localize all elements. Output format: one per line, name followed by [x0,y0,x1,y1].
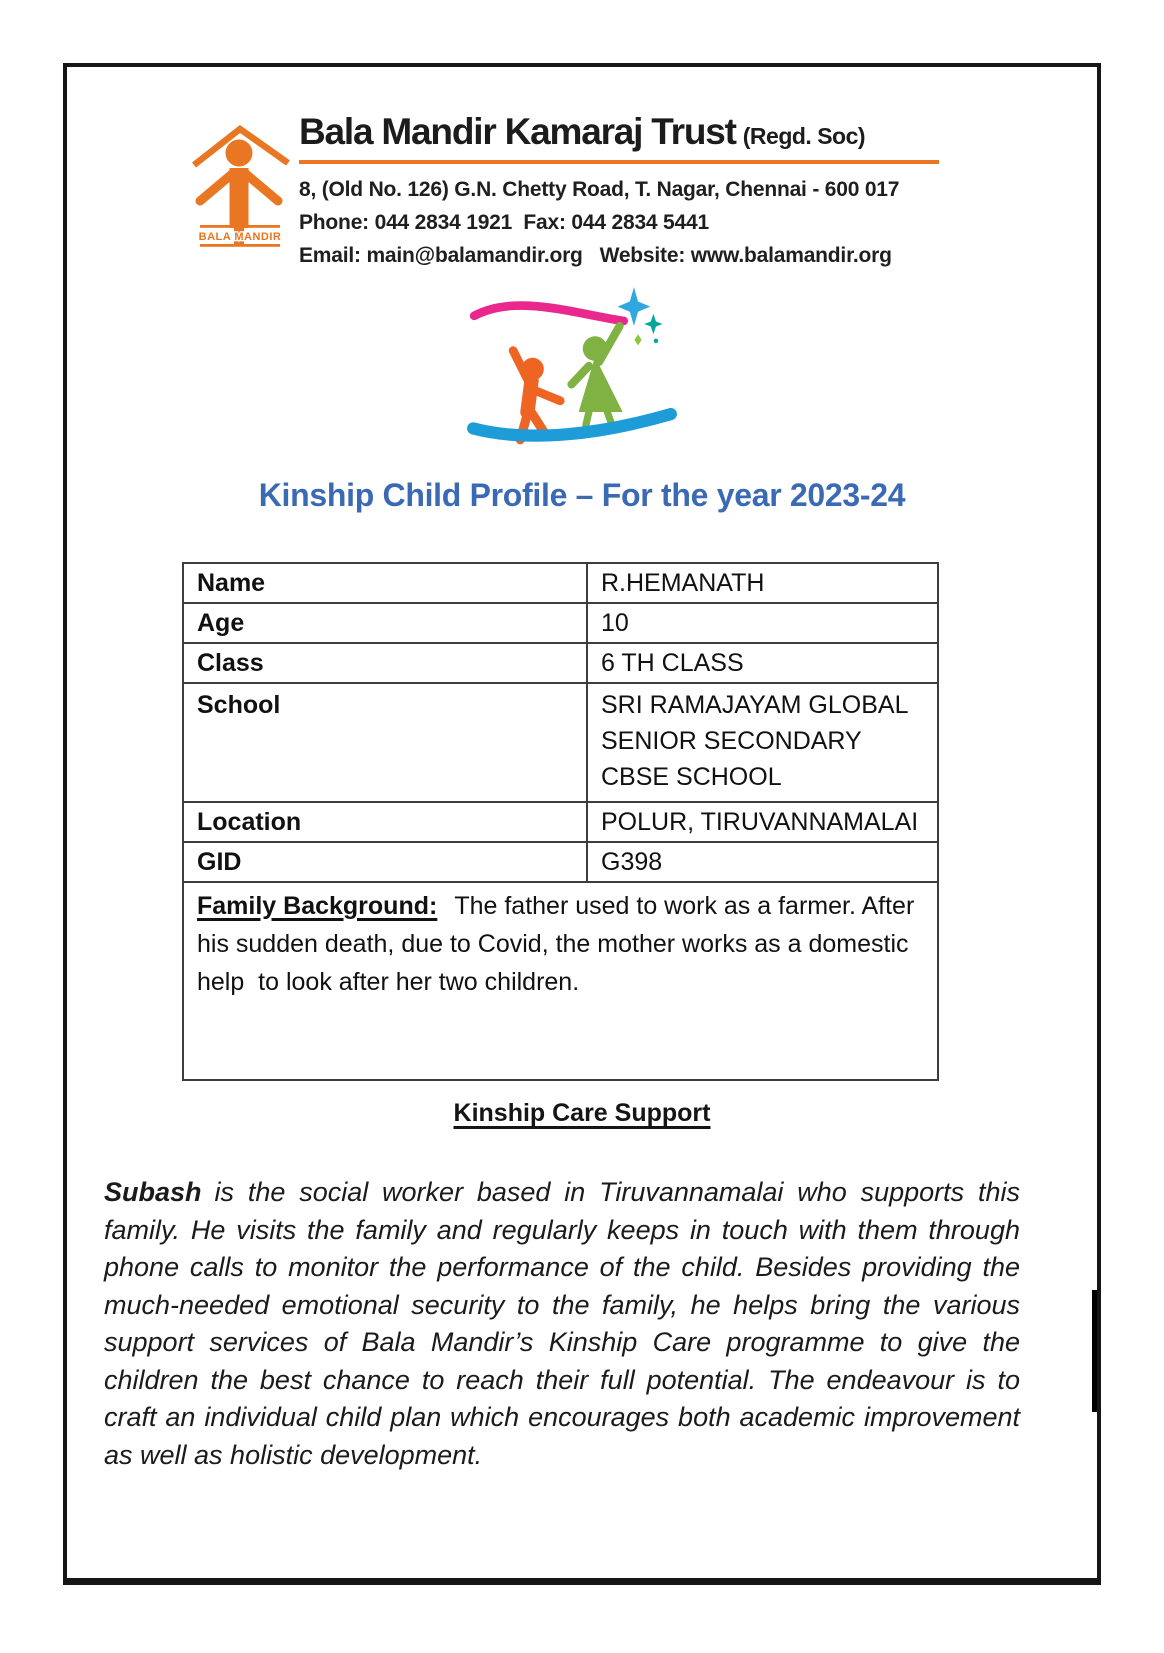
logo-arm-left [200,174,232,201]
support-paragraph-body: is the social worker based in Tiruvannamalai who supports this family. He visits the family and regularly keeps in touch with them through phone calls to monitor the performance of the child. Besides providing the much-needed emotional security to the family, he helps bring the various support services of Bala Mandir’s Kinship Care programme to give the children the best chance to reach their full potential. The endeavour is to craft an individual child plan which encourages both academic improvement as well as holistic development. [104,1177,1020,1470]
row-value: G398 [587,842,938,882]
family-background-text: The father used to work as a farmer. After his sudden death, due to Covid, the mother works as a domestic help to look after her two children. [197,892,922,996]
document-page [63,63,1101,1585]
sparkle-dot [654,339,659,344]
green-child [571,326,622,425]
logo-band-bottom [200,244,280,247]
logo-band-top [200,225,280,228]
page-title: Kinship Child Profile – For the year 2023-24 [258,477,906,513]
row-label: GID [183,842,587,882]
row-value: SRI RAMAJAYAM GLOBAL SENIOR SECONDARY CBSE SCHOOL [587,683,938,802]
diamond-sparkle-icon [634,334,641,345]
address-line: 8, (Old No. 126) G.N. Chetty Road, T. Nagar, Chennai - 600 017 [299,178,900,201]
org-name-line [299,111,959,153]
profile-table [182,562,939,1081]
table-row-location [183,802,938,842]
bala-mandir-logo-icon [190,119,292,251]
table-row-gid [183,842,938,882]
table-row-name [183,563,938,603]
family-background-label: Family Background: [197,892,438,920]
row-label: School [183,683,587,802]
email-website-line: Email: main@balamandir.org Website: www.balamandir.org [299,244,892,267]
org-name: Bala Mandir Kamaraj Trust [299,111,736,152]
support-paragraph [104,1174,1020,1474]
orange-child [513,351,560,440]
children-stars-graphic [467,281,677,453]
section-heading: Kinship Care Support [453,1099,711,1127]
family-background-row [183,882,938,1080]
row-value: 10 [587,603,938,643]
row-value: POLUR, TIRUVANNAMALAI [587,802,938,842]
row-value: 6 TH CLASS [587,643,938,683]
row-label: Class [183,643,587,683]
table-row-school [183,683,938,802]
row-label: Name [183,563,587,603]
small-star-icon [644,314,662,334]
row-value: R.HEMANATH [587,563,938,603]
table-row-class [183,643,938,683]
org-suffix: (Regd. Soc) [742,123,866,149]
row-label: Age [183,603,587,643]
contact-block [299,173,959,272]
logo-head [226,140,253,167]
pink-wave [474,306,623,321]
orange-rule [299,160,939,164]
phone-fax-line: Phone: 044 2834 1921 Fax: 044 2834 5441 [299,211,709,234]
logo-text: BALA MANDIR [198,231,282,243]
letterhead [299,111,959,272]
blue-wave [473,414,671,436]
family-background-cell [183,882,938,1080]
scan-artifact [1092,1290,1098,1412]
logo-arm-right [246,174,278,201]
social-worker-name: Subash [104,1177,202,1207]
row-label: Location [183,802,587,842]
table-row-age [183,603,938,643]
